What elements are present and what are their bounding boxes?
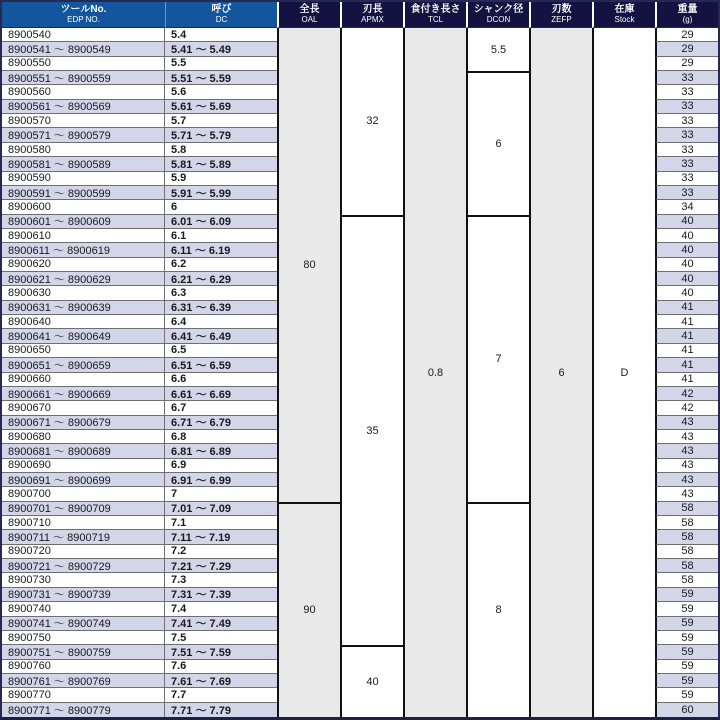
header-weight-en: (g) <box>682 14 693 24</box>
edp-cell: 8900710 <box>2 516 165 530</box>
edp-cell: 8900700 <box>2 487 165 501</box>
edp-cell: 8900630 <box>2 286 165 300</box>
header-dc <box>165 2 277 28</box>
weight-cell: 43 <box>655 444 718 458</box>
merged-cell-dcon: 5.5 <box>466 28 529 71</box>
weight-cell: 33 <box>655 114 718 128</box>
edp-cell: 8900590 <box>2 172 165 186</box>
dc-cell: 6.71 ～ 6.79 <box>165 416 277 430</box>
dc-cell: 5.9 <box>165 172 277 186</box>
edp-cell: 8900610 <box>2 229 165 243</box>
weight-cell: 42 <box>655 401 718 415</box>
dc-cell: 5.6 <box>165 85 277 99</box>
weight-cell: 40 <box>655 243 718 257</box>
weight-cell: 40 <box>655 286 718 300</box>
header-oal-en: OAL <box>301 14 318 24</box>
dc-cell: 7.2 <box>165 545 277 559</box>
header-zefp <box>529 2 592 28</box>
header-oal <box>277 2 340 28</box>
dc-cell: 6.4 <box>165 315 277 329</box>
edp-cell: 8900620 <box>2 258 165 272</box>
header-weight-jp: 重量 <box>677 4 698 16</box>
weight-cell: 29 <box>655 57 718 71</box>
header-oal-jp: 全長 <box>299 4 320 16</box>
weight-cell: 43 <box>655 430 718 444</box>
dc-cell: 6.61 ～ 6.69 <box>165 387 277 401</box>
weight-cell: 33 <box>655 71 718 85</box>
edp-cell: 8900591 ～ 8900599 <box>2 186 165 200</box>
dc-cell: 6 <box>165 200 277 214</box>
weight-cell: 33 <box>655 186 718 200</box>
header-dc-jp: 呼び <box>211 4 232 16</box>
weight-cell: 59 <box>655 660 718 674</box>
edp-cell: 8900551 ～ 8900559 <box>2 71 165 85</box>
edp-cell: 8900560 <box>2 85 165 99</box>
edp-cell: 8900681 ～ 8900689 <box>2 444 165 458</box>
dc-cell: 5.91 ～ 5.99 <box>165 186 277 200</box>
dc-cell: 6.31 ～ 6.39 <box>165 301 277 315</box>
weight-cell: 33 <box>655 100 718 114</box>
header-stock <box>592 2 655 28</box>
weight-cell: 59 <box>655 645 718 659</box>
edp-cell: 8900641 ～ 8900649 <box>2 329 165 343</box>
merged-cell-apmx: 32 <box>340 28 403 215</box>
edp-cell: 8900741 ～ 8900749 <box>2 617 165 631</box>
edp-cell: 8900540 <box>2 28 165 42</box>
weight-cell: 59 <box>655 617 718 631</box>
edp-cell: 8900760 <box>2 660 165 674</box>
header-apmx <box>340 2 403 28</box>
weight-cell: 41 <box>655 358 718 372</box>
edp-cell: 8900571 ～ 8900579 <box>2 128 165 142</box>
edp-cell: 8900711 ～ 8900719 <box>2 530 165 544</box>
merged-cell-dcon: 7 <box>466 215 529 502</box>
weight-cell: 58 <box>655 530 718 544</box>
weight-cell: 42 <box>655 387 718 401</box>
edp-cell: 8900720 <box>2 545 165 559</box>
dc-cell: 6.2 <box>165 258 277 272</box>
dc-cell: 7.4 <box>165 602 277 616</box>
dc-cell: 7.71 ～ 7.79 <box>165 703 277 717</box>
edp-cell: 8900751 ～ 8900759 <box>2 645 165 659</box>
edp-cell: 8900581 ～ 8900589 <box>2 157 165 171</box>
dc-cell: 6.41 ～ 6.49 <box>165 329 277 343</box>
dc-cell: 6.11 ～ 6.19 <box>165 243 277 257</box>
edp-cell: 8900771 ～ 8900779 <box>2 703 165 717</box>
merged-cell-dcon: 8 <box>466 502 529 717</box>
edp-cell: 8900721 ～ 8900729 <box>2 559 165 573</box>
dc-cell: 6.21 ～ 6.29 <box>165 272 277 286</box>
edp-cell: 8900661 ～ 8900669 <box>2 387 165 401</box>
header-edp-jp: ツールNo. <box>60 4 107 16</box>
dc-cell: 6.1 <box>165 229 277 243</box>
weight-cell: 33 <box>655 157 718 171</box>
weight-cell: 40 <box>655 229 718 243</box>
weight-cell: 34 <box>655 200 718 214</box>
header-apmx-en: APMX <box>361 14 384 24</box>
dc-cell: 6.91 ～ 6.99 <box>165 473 277 487</box>
edp-cell: 8900640 <box>2 315 165 329</box>
header-dcon-en: DCON <box>486 14 511 24</box>
edp-cell: 8900740 <box>2 602 165 616</box>
dc-cell: 7.21 ～ 7.29 <box>165 559 277 573</box>
header-dc-en: DC <box>215 14 228 24</box>
header-tcl-jp: 食付き長さ <box>410 4 461 16</box>
dc-cell: 7.01 ～ 7.09 <box>165 502 277 516</box>
dc-cell: 7.3 <box>165 573 277 587</box>
dc-cell: 5.7 <box>165 114 277 128</box>
dc-cell: 5.81 ～ 5.89 <box>165 157 277 171</box>
weight-cell: 59 <box>655 602 718 616</box>
weight-cell: 40 <box>655 258 718 272</box>
dc-cell: 6.6 <box>165 373 277 387</box>
weight-cell: 58 <box>655 573 718 587</box>
dc-cell: 7.11 ～ 7.19 <box>165 530 277 544</box>
dc-cell: 5.71 ～ 5.79 <box>165 128 277 142</box>
weight-cell: 59 <box>655 588 718 602</box>
dc-cell: 7.51 ～ 7.59 <box>165 645 277 659</box>
merged-cell-oal: 90 <box>277 502 340 717</box>
dc-cell: 7.7 <box>165 688 277 702</box>
dc-cell: 6.7 <box>165 401 277 415</box>
dc-cell: 7.6 <box>165 660 277 674</box>
header-dcon-jp: シャンク径 <box>473 4 524 16</box>
weight-cell: 33 <box>655 172 718 186</box>
weight-cell: 33 <box>655 128 718 142</box>
edp-cell: 8900670 <box>2 401 165 415</box>
header-zefp-en: ZEFP <box>551 14 572 24</box>
edp-cell: 8900600 <box>2 200 165 214</box>
merged-cell-tcl: 0.8 <box>403 28 466 717</box>
weight-cell: 58 <box>655 502 718 516</box>
edp-cell: 8900621 ～ 8900629 <box>2 272 165 286</box>
merged-cell-apmx: 35 <box>340 215 403 646</box>
dc-cell: 6.8 <box>165 430 277 444</box>
dc-cell: 5.51 ～ 5.59 <box>165 71 277 85</box>
edp-cell: 8900701 ～ 8900709 <box>2 502 165 516</box>
edp-cell: 8900690 <box>2 459 165 473</box>
merged-cell-stock: D <box>592 28 655 717</box>
weight-cell: 43 <box>655 459 718 473</box>
dc-cell: 6.81 ～ 6.89 <box>165 444 277 458</box>
weight-cell: 59 <box>655 631 718 645</box>
dc-cell: 5.41 ～ 5.49 <box>165 42 277 56</box>
edp-cell: 8900550 <box>2 57 165 71</box>
dc-cell: 6.51 ～ 6.59 <box>165 358 277 372</box>
weight-cell: 59 <box>655 688 718 702</box>
edp-cell: 8900770 <box>2 688 165 702</box>
edp-cell: 8900631 ～ 8900639 <box>2 301 165 315</box>
edp-cell: 8900611 ～ 8900619 <box>2 243 165 257</box>
header-stock-en: Stock <box>614 14 635 24</box>
dc-cell: 7.1 <box>165 516 277 530</box>
header-weight <box>655 2 718 28</box>
dc-cell: 5.61 ～ 5.69 <box>165 100 277 114</box>
dc-cell: 5.4 <box>165 28 277 42</box>
weight-cell: 60 <box>655 703 718 717</box>
edp-cell: 8900731 ～ 8900739 <box>2 588 165 602</box>
dc-cell: 7 <box>165 487 277 501</box>
edp-cell: 8900750 <box>2 631 165 645</box>
header-zefp-jp: 刃数 <box>551 4 572 16</box>
dc-cell: 5.5 <box>165 57 277 71</box>
weight-cell: 41 <box>655 315 718 329</box>
edp-cell: 8900691 ～ 8900699 <box>2 473 165 487</box>
weight-cell: 29 <box>655 28 718 42</box>
weight-cell: 58 <box>655 516 718 530</box>
edp-cell: 8900570 <box>2 114 165 128</box>
merged-cell-oal: 80 <box>277 28 340 502</box>
weight-cell: 58 <box>655 545 718 559</box>
dc-cell: 6.5 <box>165 344 277 358</box>
edp-cell: 8900761 ～ 8900769 <box>2 674 165 688</box>
dc-cell: 6.9 <box>165 459 277 473</box>
edp-cell: 8900651 ～ 8900659 <box>2 358 165 372</box>
weight-cell: 43 <box>655 487 718 501</box>
header-apmx-jp: 刃長 <box>362 4 383 16</box>
edp-cell: 8900671 ～ 8900679 <box>2 416 165 430</box>
merged-cell-zefp: 6 <box>529 28 592 717</box>
weight-cell: 29 <box>655 42 718 56</box>
weight-cell: 58 <box>655 559 718 573</box>
dc-cell: 5.8 <box>165 143 277 157</box>
weight-cell: 43 <box>655 473 718 487</box>
edp-cell: 8900561 ～ 8900569 <box>2 100 165 114</box>
dc-cell: 7.41 ～ 7.49 <box>165 617 277 631</box>
header-edp-no <box>2 2 165 28</box>
dc-cell: 7.31 ～ 7.39 <box>165 588 277 602</box>
header-tcl-en: TCL <box>427 14 444 24</box>
merged-cell-dcon: 6 <box>466 71 529 215</box>
edp-cell: 8900660 <box>2 373 165 387</box>
edp-cell: 8900650 <box>2 344 165 358</box>
edp-cell: 8900730 <box>2 573 165 587</box>
dc-cell: 7.5 <box>165 631 277 645</box>
dc-cell: 6.01 ～ 6.09 <box>165 215 277 229</box>
edp-cell: 8900580 <box>2 143 165 157</box>
weight-cell: 40 <box>655 272 718 286</box>
dc-cell: 7.61 ～ 7.69 <box>165 674 277 688</box>
weight-cell: 33 <box>655 143 718 157</box>
edp-cell: 8900680 <box>2 430 165 444</box>
weight-cell: 33 <box>655 85 718 99</box>
weight-cell: 43 <box>655 416 718 430</box>
weight-cell: 41 <box>655 329 718 343</box>
weight-cell: 41 <box>655 373 718 387</box>
weight-cell: 41 <box>655 344 718 358</box>
header-edp-en: EDP NO. <box>67 14 100 24</box>
header-dcon <box>466 2 529 28</box>
weight-cell: 40 <box>655 215 718 229</box>
edp-cell: 8900601 ～ 8900609 <box>2 215 165 229</box>
edp-cell: 8900541 ～ 8900549 <box>2 42 165 56</box>
dc-cell: 6.3 <box>165 286 277 300</box>
weight-cell: 41 <box>655 301 718 315</box>
header-stock-jp: 在庫 <box>614 4 635 16</box>
header-tcl <box>403 2 466 28</box>
weight-cell: 59 <box>655 674 718 688</box>
merged-cell-apmx: 40 <box>340 645 403 717</box>
